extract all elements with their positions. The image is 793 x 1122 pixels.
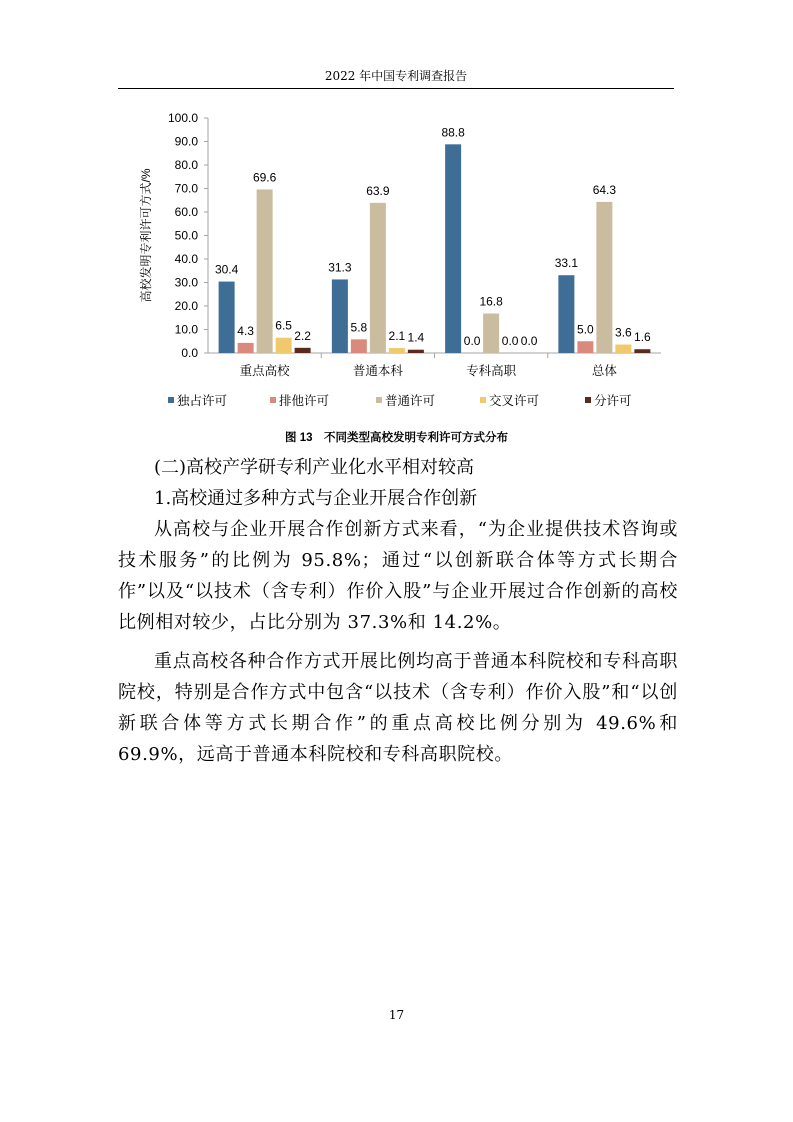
data-label: 64.3 (592, 182, 617, 197)
bar (596, 202, 612, 353)
y-tick-label: 0.0 (181, 346, 198, 360)
data-label: 6.5 (275, 318, 292, 333)
legend-swatch (585, 397, 591, 403)
data-label: 5.8 (350, 320, 368, 335)
legend-swatch (168, 397, 174, 403)
page-header (118, 66, 674, 89)
data-label: 3.6 (615, 325, 632, 340)
data-label: 0.0 (463, 334, 481, 348)
license-type-bar-chart (120, 96, 680, 426)
bar (351, 339, 367, 353)
y-tick-label: 90.0 (174, 134, 198, 149)
y-tick-label: 60.0 (174, 205, 198, 219)
legend-swatch (480, 397, 486, 403)
paragraph-1: 从高校与企业开展合作创新方式来看，“为企业提供技术咨询或技术服务”的比例为 95.8%；通过“以创新联合体等方式长期合作”以及“以技术（含专利）作价入股”与企业开展过合作创新的高校比例相对较少，占比分别为 37.3%和 14.2%。 (118, 519, 678, 633)
x-category-label: 重点高校 (239, 364, 290, 378)
bar (257, 189, 273, 353)
legend-swatch (376, 397, 382, 403)
data-label: 1.6 (634, 330, 651, 345)
legend-label: 交叉许可 (489, 394, 540, 408)
header-title: 2022 年中国专利调查报告 (324, 69, 468, 83)
y-tick-label: 50.0 (174, 228, 198, 243)
data-label: 63.9 (366, 183, 390, 198)
data-label: 33.1 (554, 256, 579, 271)
bar (276, 338, 292, 353)
data-label: 5.0 (577, 322, 594, 337)
bar (408, 350, 424, 353)
bar (332, 279, 348, 353)
page-number: 17 (388, 1008, 405, 1022)
data-label: 2.2 (294, 328, 311, 343)
data-label: 0.0 (520, 334, 538, 348)
y-axis-title: 高校发明专利许可方式/% (139, 168, 153, 303)
bar (238, 343, 254, 353)
bar (558, 275, 574, 353)
x-category-label: 普通本科 (352, 364, 403, 378)
section-heading: (二)高校产学研专利产业化水平相对较高 (154, 457, 475, 478)
data-label: 1.4 (407, 330, 425, 345)
bar (445, 144, 461, 353)
bar (370, 203, 386, 353)
bar (615, 345, 631, 353)
body-text (118, 452, 678, 770)
bar (219, 282, 235, 353)
bar (295, 348, 311, 353)
y-tick-label: 10.0 (174, 322, 198, 337)
legend-label: 排他许可 (279, 394, 330, 408)
data-label: 69.6 (252, 170, 277, 185)
y-tick-label: 40.0 (174, 252, 198, 266)
x-category-label: 总体 (591, 364, 617, 378)
paragraph-2: 重点高校各种合作方式开展比例均高于普通本科院校和专科高职院校，特别是合作方式中包含“以技术（含专利）作价入股”和“以创新联合体等方式长期合作”的重点高校比例分别为 49.6%和 69.9%，远高于普通本科院校和专科高职院校。 (118, 651, 678, 765)
bar (483, 314, 499, 353)
figure-caption: 图 13 不同类型高校发明专利许可方式分布 (285, 432, 508, 444)
y-tick-label: 100.0 (167, 111, 198, 125)
y-tick-label: 20.0 (174, 299, 198, 313)
data-label: 2.1 (388, 329, 406, 344)
y-tick-label: 70.0 (174, 181, 198, 196)
bar (389, 348, 405, 353)
data-label: 31.3 (328, 260, 352, 275)
legend-label: 分许可 (594, 394, 632, 408)
subsection-heading: 1.高校通过多种方式与企业开展合作创新 (154, 488, 478, 509)
x-category-label: 专科高职 (466, 364, 517, 378)
bar (634, 349, 650, 353)
data-label: 16.8 (479, 294, 503, 309)
bar (577, 341, 593, 353)
legend-label: 普通许可 (385, 394, 436, 408)
data-label: 88.8 (441, 125, 465, 140)
y-tick-label: 80.0 (174, 158, 198, 172)
data-label: 4.3 (237, 323, 254, 338)
y-tick-label: 30.0 (174, 275, 198, 290)
data-label: 0.0 (501, 334, 519, 348)
data-label: 30.4 (214, 262, 239, 277)
legend-swatch (270, 397, 276, 403)
legend-label: 独占许可 (177, 394, 228, 408)
